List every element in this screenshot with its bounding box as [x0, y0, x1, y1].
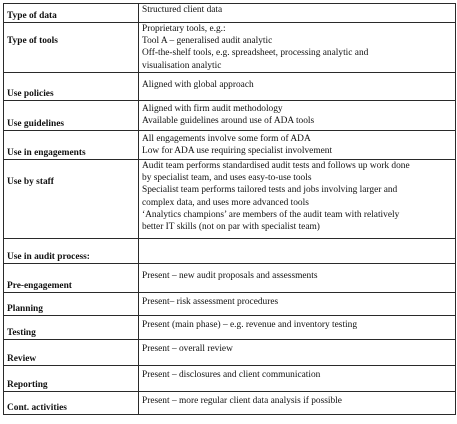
row-value [139, 23, 456, 73]
row-label: Pre-engagement [4, 264, 139, 293]
row-label: Planning [4, 293, 139, 316]
row-value [139, 316, 456, 340]
table-row [4, 23, 456, 73]
row-label: Use by staff [4, 160, 139, 239]
value-line: All engagements involve some form of ADA [142, 134, 311, 144]
value-line: Audit team performs standardised audit tests and follows up work done [142, 161, 410, 171]
table-row [4, 293, 456, 316]
value-line: complex data, and uses more advanced tools [142, 197, 309, 208]
row-label: Use policies [4, 73, 139, 101]
row-value [139, 340, 456, 366]
value-line: visualisation analytic [142, 60, 222, 71]
row-label: Type of data [4, 4, 139, 23]
value-line: better IT skills (not on par with specialist team) [142, 222, 320, 233]
value-line: Specialist team performs tailored tests and jobs involving larger and [142, 185, 398, 196]
value-line: ‘Analytics champions’ are members of the audit team with relatively [142, 209, 400, 220]
table-row [4, 316, 456, 340]
table-row [4, 131, 456, 160]
table-row [4, 264, 456, 293]
table-row [4, 366, 456, 392]
value-line: Off-the-shelf tools, e.g. spreadsheet, processing analytic and [142, 48, 369, 59]
row-value [139, 73, 456, 101]
value-line: Low for ADA use requiring specialist involvement [142, 146, 333, 157]
row-value [139, 239, 456, 264]
value-line: Present – disclosures and client communication [142, 370, 321, 380]
value-line: Available guidelines around use of ADA tools [142, 116, 315, 127]
value-line: Tool A – generalised audit analytic [142, 36, 273, 47]
value-line: by specialist team, and uses easy-to-use tools [142, 173, 312, 184]
value-line: Present – more regular client data analysis if possible [142, 396, 342, 406]
row-value [139, 293, 456, 316]
value-line: Structured client data [142, 5, 223, 15]
table-row [4, 340, 456, 366]
row-label: Use guidelines [4, 101, 139, 131]
ada-usage-table [3, 3, 456, 415]
table-row [4, 239, 456, 264]
row-value [139, 131, 456, 160]
value-line: Proprietary tools, e.g.: [142, 24, 226, 34]
row-value [139, 392, 456, 415]
row-label: Reporting [4, 366, 139, 392]
row-value [139, 160, 456, 239]
value-line: Present (main phase) – e.g. revenue and inventory testing [142, 320, 358, 330]
table-row [4, 4, 456, 23]
row-value [139, 4, 456, 23]
table-row [4, 392, 456, 415]
row-label: Use in engagements [4, 131, 139, 160]
row-value [139, 366, 456, 392]
row-value [139, 101, 456, 131]
value-line: Aligned with firm audit methodology [142, 104, 283, 114]
value-line: Present – new audit proposals and assessments [142, 271, 318, 281]
table-row [4, 73, 456, 101]
value-line: Present– risk assessment procedures [142, 297, 279, 307]
row-label: Testing [4, 316, 139, 340]
row-label: Type of tools [4, 23, 139, 73]
value-line: Aligned with global approach [142, 80, 254, 90]
table-row [4, 101, 456, 131]
row-value [139, 264, 456, 293]
row-label: Cont. activities [4, 392, 139, 415]
row-label: Review [4, 340, 139, 366]
table-row [4, 160, 456, 239]
row-label: Use in audit process: [4, 239, 139, 264]
value-line: Present – overall review [142, 344, 233, 354]
